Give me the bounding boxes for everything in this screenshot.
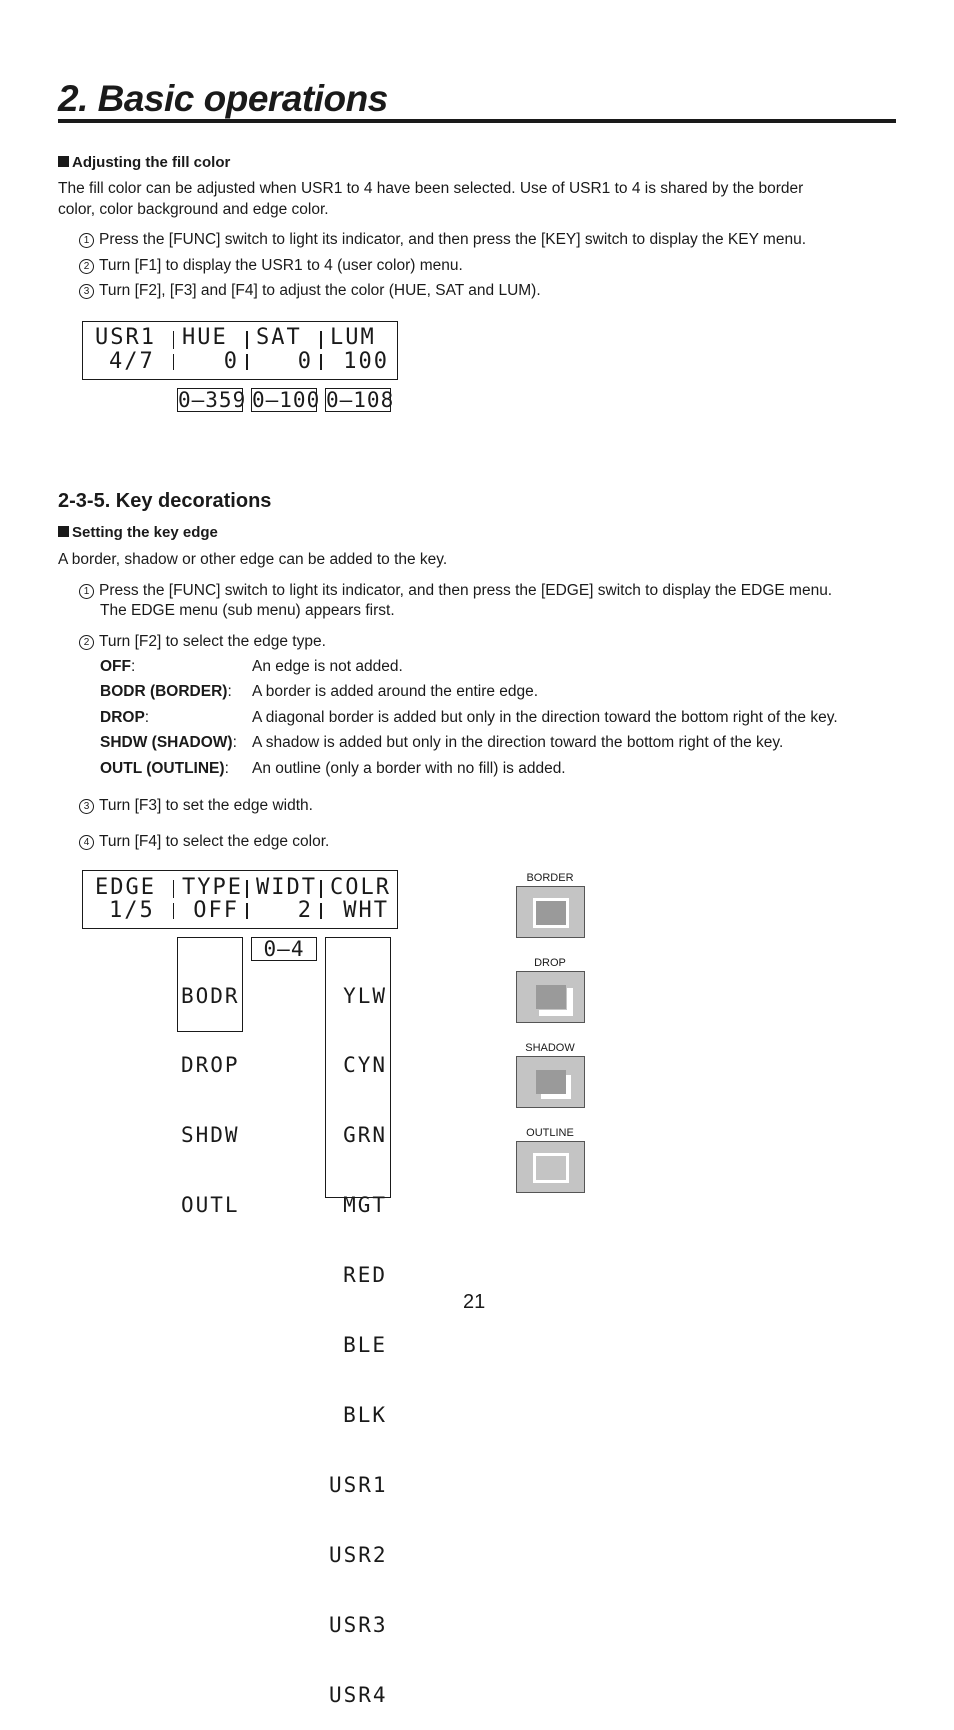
edge-step-1-line2: The EDGE menu (sub menu) appears first. (100, 602, 395, 619)
square-bullet-icon (58, 156, 69, 167)
lcd-separator (246, 354, 248, 370)
def-term-off: OFF: (100, 658, 136, 675)
outline-illustration (516, 1141, 585, 1193)
edge-lcd-r1c1: EDGE (95, 875, 156, 900)
type-option: DROP (181, 1053, 240, 1078)
color-option: RED (343, 1263, 387, 1288)
fill-step-1 (79, 229, 806, 250)
drop-illustration (516, 971, 585, 1023)
step-number-icon: 2 (79, 259, 94, 274)
def-desc-outl: An outline (only a border with no fill) is added. (252, 760, 566, 777)
page-number: 21 (463, 1291, 486, 1313)
step-number-icon: 4 (79, 835, 94, 850)
edge-lcd-r2c1: 1/5 (109, 898, 155, 923)
border-key (536, 901, 566, 925)
edge-lcd-r2c4: WHT (343, 898, 389, 923)
key-edge-heading (58, 524, 218, 541)
color-option: MGT (343, 1193, 387, 1218)
edge-step-3 (79, 795, 313, 816)
lcd-separator (320, 354, 322, 370)
edge-step-1 (79, 580, 832, 601)
shadow-illustration (516, 1056, 585, 1108)
type-option: OUTL (181, 1193, 240, 1218)
step-number-icon: 1 (79, 584, 94, 599)
key-edge-intro: A border, shadow or other edge can be added to the key. (58, 551, 448, 568)
fill-color-intro-line1: The fill color can be adjusted when USR1 to 4 have been selected. Use of USR1 to 4 is shared by the border (58, 180, 804, 197)
fill-step-2-text: Turn [F1] to display the USR1 to 4 (user color) menu. (99, 257, 463, 274)
hue-range-box: 0–359 (178, 388, 247, 412)
usr-lcd-r2c1: 4/7 (109, 349, 155, 374)
square-bullet-icon (58, 526, 69, 537)
lcd-separator (320, 903, 322, 919)
def-term-text: DROP (100, 709, 145, 726)
usr-lcd-r1c4: LUM (330, 325, 376, 350)
lcd-separator (320, 331, 322, 349)
width-range-box: 0–4 (251, 937, 317, 961)
def-term-drop: DROP: (100, 709, 150, 726)
usr-lcd-r1c1: USR1 (95, 325, 156, 350)
color-option: CYN (343, 1053, 387, 1078)
edge-type-options (177, 937, 243, 1218)
def-term-text: OFF (100, 658, 131, 675)
fill-step-1-text: Press the [FUNC] switch to light its indicator, and then press the [KEY] switch to display the KEY menu. (99, 231, 807, 248)
def-term-text: BODR (BORDER) (100, 683, 228, 700)
color-option: BLE (343, 1333, 387, 1358)
lcd-separator (173, 354, 174, 370)
outline-illustration-label: OUTLINE (526, 1127, 574, 1139)
def-desc-drop: A diagonal border is added but only in the direction toward the bottom right of the key. (252, 709, 838, 726)
lcd-separator (173, 903, 174, 919)
shadow-illustration-label: SHADOW (525, 1042, 575, 1054)
lcd-separator (173, 331, 174, 349)
outline-hollow (536, 1156, 566, 1180)
def-desc-bodr: A border is added around the entire edge. (252, 683, 539, 700)
fill-step-2 (79, 255, 463, 276)
usr-lcd-r2c4: 100 (343, 349, 389, 374)
color-option: USR1 (329, 1472, 388, 1497)
edge-lcd-r1c4: COLR (330, 875, 391, 900)
title-rule (58, 119, 896, 123)
color-option: BLK (343, 1402, 387, 1427)
step-number-icon: 3 (79, 284, 94, 299)
edge-step-3-text: Turn [F3] to set the edge width. (99, 797, 313, 814)
def-term-outl: OUTL (OUTLINE): (100, 760, 229, 777)
edge-step-2-text: Turn [F2] to select the edge type. (99, 633, 326, 650)
lcd-separator (246, 880, 248, 898)
key-decorations-title: 2-3-5. Key decorations (58, 490, 272, 512)
usr-lcd-r2c3: 0 (297, 349, 313, 374)
step-number-icon: 2 (79, 635, 94, 650)
edge-lcd-r2c2: OFF (193, 898, 239, 923)
fill-color-heading-text: Adjusting the fill color (72, 154, 231, 171)
key-edge-heading-text: Setting the key edge (72, 524, 218, 541)
edge-step-4-text: Turn [F4] to select the edge color. (99, 833, 330, 850)
step-number-icon: 1 (79, 233, 94, 248)
lum-range-box: 0–108 (326, 388, 395, 412)
type-option: SHDW (181, 1123, 240, 1148)
edge-step-1-text: Press the [FUNC] switch to light its indicator, and then press the [EDGE] switch to display the EDGE menu. (99, 582, 833, 599)
fill-color-intro (58, 178, 898, 220)
edge-lcd-r2c3: 2 (297, 898, 313, 923)
usr-lcd-r2c2: 0 (223, 349, 239, 374)
fill-color-intro-line2: color, color background and edge color. (58, 201, 329, 218)
color-option: GRN (343, 1123, 387, 1148)
step-number-icon: 3 (79, 799, 94, 814)
def-term-text: OUTL (OUTLINE) (100, 760, 225, 777)
sat-range-box: 0–100 (252, 388, 321, 412)
edge-color-options (325, 937, 391, 1707)
drop-illustration-label: DROP (534, 957, 566, 969)
usr-lcd-r1c2: HUE (182, 325, 228, 350)
page-title: 2. Basic operations (58, 78, 388, 119)
fill-color-heading (58, 154, 230, 171)
type-option: BODR (181, 983, 240, 1008)
usr-lcd-display (82, 321, 398, 380)
def-desc-shdw: A shadow is added but only in the direction toward the bottom right of the key. (252, 734, 784, 751)
color-option: YLW (343, 983, 387, 1008)
fill-step-3 (79, 280, 541, 301)
def-desc-off: An edge is not added. (252, 658, 403, 675)
border-illustration (516, 886, 585, 938)
fill-step-3-text: Turn [F2], [F3] and [F4] to adjust the color (HUE, SAT and LUM). (99, 282, 541, 299)
lcd-separator (173, 880, 174, 898)
color-option: USR4 (329, 1682, 388, 1707)
edge-lcd-display (82, 870, 398, 929)
edge-step-2 (79, 631, 326, 652)
border-illustration-label: BORDER (526, 872, 574, 884)
edge-step-4 (79, 831, 329, 852)
edge-lcd-r1c2: TYPE (182, 875, 243, 900)
shadow-key (536, 1070, 566, 1094)
color-option: USR3 (329, 1612, 388, 1637)
color-option: USR2 (329, 1542, 388, 1567)
def-term-text: SHDW (SHADOW) (100, 734, 233, 751)
lcd-separator (246, 903, 248, 919)
usr-lcd-r1c3: SAT (256, 325, 302, 350)
drop-key (536, 985, 566, 1009)
def-term-bodr: BODR (BORDER): (100, 683, 232, 700)
lcd-separator (246, 331, 248, 349)
lcd-separator (320, 880, 322, 898)
edge-lcd-r1c3: WIDT (256, 875, 317, 900)
def-term-shdw: SHDW (SHADOW): (100, 734, 237, 751)
